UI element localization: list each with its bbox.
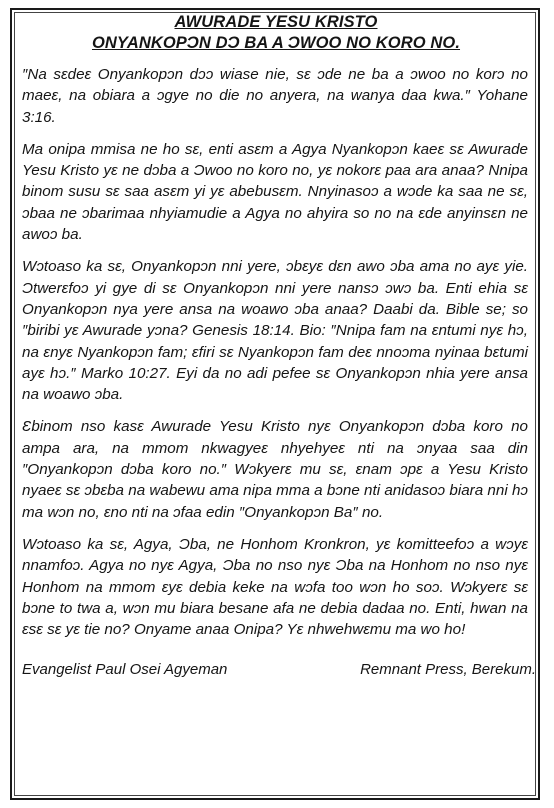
paragraph-objection: Ɛbinom nso kasɛ Awurade Yesu Kristo nyɛ Onyankopɔn dɔba koro no ampa ara, na mmom nkwagyeɛ nhyehyeɛ nti na ɔnyaa saa din ″Onyankopɔn dɔba koro no.″ Wɔkyerɛ mu sɛ, ɛnam ɔpɛ a Yesu Kristo nyaeɛ sɛ ɔbɛba na wabewu ama nipa mma a bɔne nti anidasoɔ biara nni hɔ ma wɔn no, ɛno nti na ɔfaa edin ″Onyankopɔn Ba″ no. (22, 418, 528, 521)
tract-content (22, 12, 536, 680)
tract-title (22, 12, 536, 54)
paragraph-question: Ma onipa mmisa ne ho sɛ, enti asɛm a Agya Nyankopɔn kaeɛ sɛ Awurade Yesu Kristo yɛ ne dɔba a Ɔwoo no koro no, yɛ nokorɛ paa ara anaa? Nnipa binom susu sɛ saa asɛm yi yɛ abebusɛm. Nnyinasoɔ a wɔde ka saa ne sɛ, ɔbaa ne ɔbarimaa nhyiamudie a Agya no ahyira so no na ɛde anyinsɛn ne awoɔ ba. (22, 140, 528, 244)
title-line-1: AWURADE YESU KRISTO (174, 13, 378, 31)
paragraph-conclusion: Wɔtoaso ka sɛ, Agya, Ɔba, ne Honhom Kronkron, yɛ komitteefoɔ a wɔyɛ nnamfoɔ. Agya no nyɛ Agya, Ɔba no nso nyɛ Ɔba na Honhom no nso nyɛ Honhom na mmom ɛyɛ debia keke na wɔfa too wɔn ho soɔ. Wɔkyerɛ sɛ bɔne to twa a, wɔn mu biara besane afa ne debia dadaa no. Enti, hwan na ɛsɛ sɛ yɛ tie no? Onyame anaa Onipa? Yɛ nhwehwɛmu ma wo ho! (22, 535, 528, 639)
paragraph-argument: Wɔtoaso ka sɛ, Onyankopɔn nni yere, ɔbɛyɛ dɛn awo ɔba ama no ayɛ yie. Ɔtwerɛfoɔ yi gye di sɛ Onyankopɔn nni yere nansɔ ɔwɔ ba. Enti ehia sɛ Onyankopɔn nya yere ansa na woawo ɔba anaa? Daabi da. Bible se; so ″biribi yɛ Awurade yɔna? Genesis 18:14. Bio: ″Nnipa fam na ɛntumi nyɛ hɔ, na ɛnyɛ Nyankopɔn fam; ɛfiri sɛ Nyankopɔn fam deɛ nnoɔma nyinaa bɛtumi ayɛ hɔ.″ Marko 10:27. Eyi da no adi pefee sɛ Onyankopɔn nhia yere ansa na woawo ɔba. (22, 258, 528, 404)
publisher-credit: Remnant Press, Berekum. (360, 661, 536, 679)
title-line-2: ONYANKOPƆN DƆ BA A ƆWOO NO KORO NO. (91, 34, 461, 52)
author-signature: Evangelist Paul Osei Agyeman (22, 661, 228, 679)
tract-footer (22, 660, 536, 680)
paragraph-scripture-quote: ″Na sɛdeɛ Onyankopɔn dɔɔ wiase nie, sɛ ɔde ne ba a ɔwoo no korɔ no maeɛ, na obiara a ɔgye no die no anyera, na wanya daa kwa.″ Yohane 3:16. (22, 66, 528, 126)
